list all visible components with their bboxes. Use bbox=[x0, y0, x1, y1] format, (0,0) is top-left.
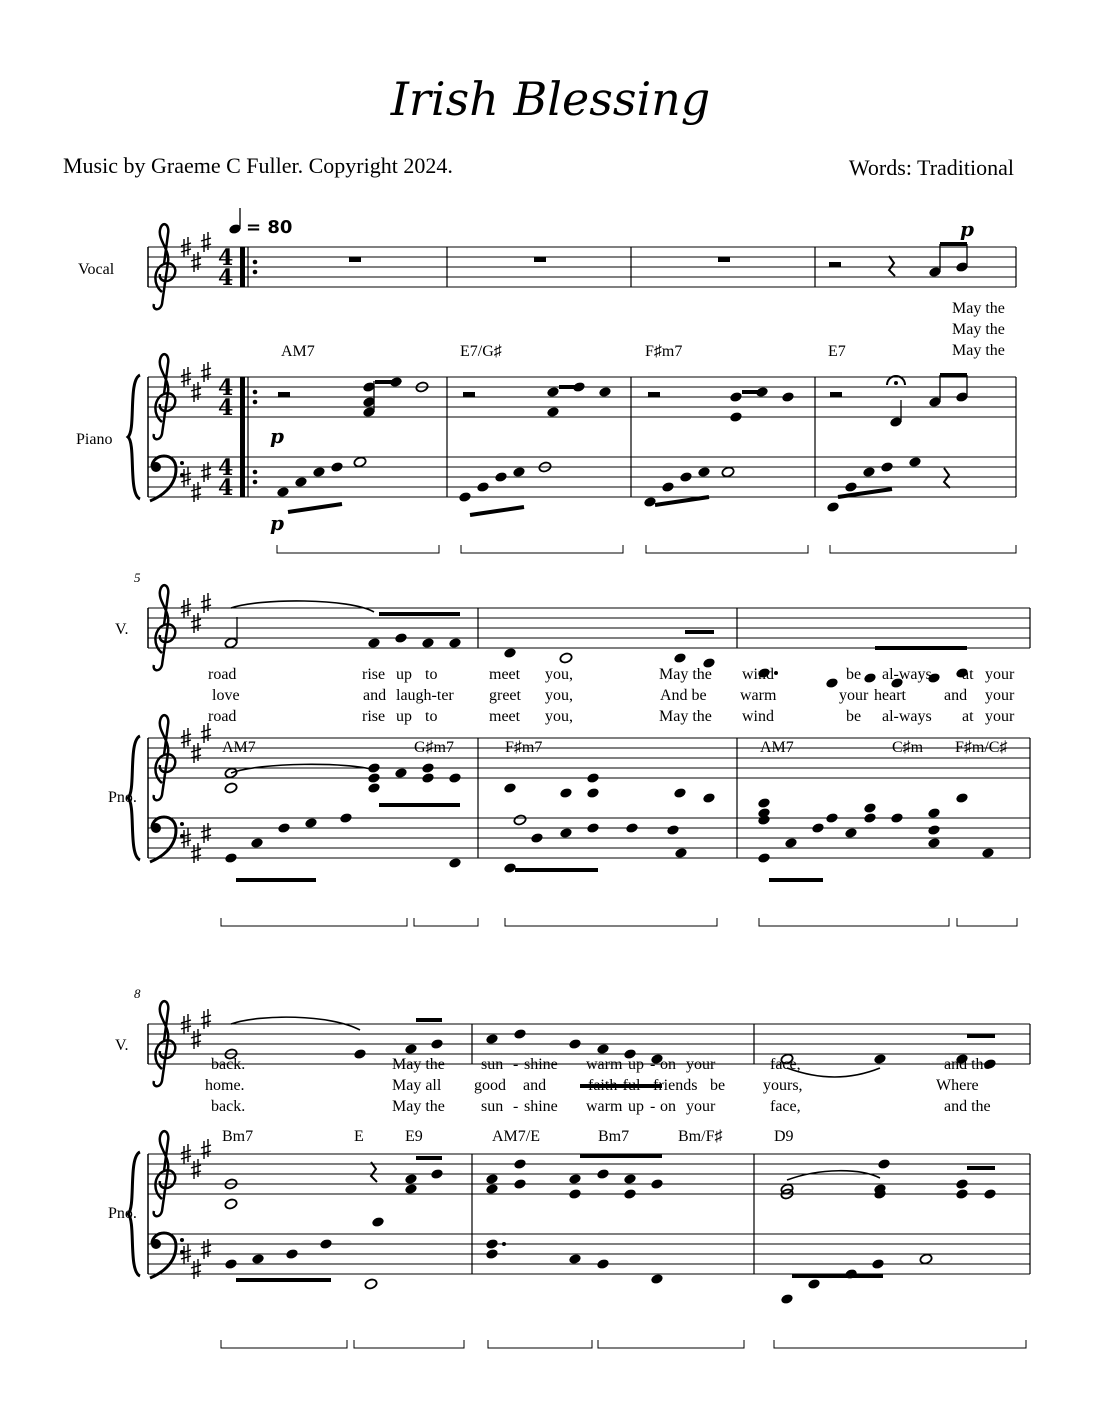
svg-text:laugh-ter: laugh-ter bbox=[396, 687, 454, 704]
barlines bbox=[447, 247, 1016, 497]
svg-text:warm: warm bbox=[586, 1056, 623, 1073]
piano-bass-notes bbox=[276, 456, 950, 515]
chord-symbol: C♯m bbox=[892, 739, 924, 756]
svg-text:to: to bbox=[425, 708, 438, 725]
svg-text:May the: May the bbox=[392, 1098, 445, 1115]
svg-text:rise: rise bbox=[362, 708, 386, 725]
vocal-label: V. bbox=[115, 1037, 129, 1054]
svg-text:road: road bbox=[208, 708, 237, 725]
composer-credit: Music by Graeme C Fuller. Copyright 2024. bbox=[63, 153, 453, 178]
dynamic-piano: p bbox=[270, 424, 284, 448]
svg-text:friends: friends bbox=[653, 1077, 698, 1094]
piano-treble-notes bbox=[224, 1154, 997, 1228]
svg-text:on: on bbox=[660, 1098, 676, 1115]
svg-text:up: up bbox=[628, 1098, 644, 1115]
svg-text:and: and bbox=[363, 687, 387, 704]
svg-text:back.: back. bbox=[211, 1056, 246, 1073]
system-3 bbox=[108, 986, 1030, 1348]
svg-text:be: be bbox=[846, 666, 862, 683]
lyrics-verse-1 bbox=[208, 666, 1015, 683]
svg-text:your: your bbox=[985, 687, 1015, 704]
svg-text:your: your bbox=[839, 687, 869, 704]
chord-symbol: F♯m7 bbox=[505, 739, 543, 756]
svg-text:4: 4 bbox=[218, 475, 234, 501]
lyricist-credit: Words: Traditional bbox=[848, 155, 1014, 180]
vocal-label: V. bbox=[115, 621, 129, 638]
svg-text:And be: And be bbox=[660, 687, 707, 704]
svg-text:your: your bbox=[985, 708, 1015, 725]
chord-symbol: F♯m/C♯ bbox=[955, 739, 1008, 756]
svg-text:and the: and the bbox=[944, 1098, 991, 1115]
svg-text:-: - bbox=[650, 1056, 656, 1073]
measure-number: 5 bbox=[134, 570, 141, 585]
svg-text:May the: May the bbox=[659, 666, 712, 683]
lyrics-verse-2 bbox=[212, 687, 1015, 704]
piano-treble-notes bbox=[278, 373, 969, 428]
measure-number: 8 bbox=[134, 986, 141, 1001]
svg-text:Where: Where bbox=[936, 1077, 979, 1094]
svg-text:you,: you, bbox=[545, 687, 573, 704]
svg-text:and: and bbox=[523, 1077, 547, 1094]
svg-text:meet: meet bbox=[489, 666, 521, 683]
svg-text:-: - bbox=[650, 1098, 656, 1115]
svg-text:-: - bbox=[513, 1056, 519, 1073]
chord-symbol: G♯m7 bbox=[414, 739, 454, 756]
tempo-mark bbox=[228, 208, 292, 238]
chord-symbol: AM7 bbox=[760, 739, 794, 756]
key-signature bbox=[181, 232, 211, 502]
piano-label: Pno. bbox=[108, 789, 137, 806]
svg-text:meet: meet bbox=[489, 708, 521, 725]
time-signature bbox=[218, 245, 233, 501]
key-signature bbox=[181, 593, 211, 863]
key-signature bbox=[181, 1009, 211, 1279]
lyrics-verse-3 bbox=[208, 708, 1015, 725]
vocal-label: Vocal bbox=[78, 261, 115, 278]
svg-text:shine: shine bbox=[524, 1098, 558, 1115]
chord-symbol: E7/G♯ bbox=[460, 343, 502, 360]
repeat-start bbox=[240, 247, 257, 497]
lyric-verse-1: May the bbox=[952, 300, 1005, 317]
svg-text:you,: you, bbox=[545, 666, 573, 683]
lyric-verse-3: May the bbox=[952, 342, 1005, 359]
chord-symbol: Bm/F♯ bbox=[678, 1128, 723, 1145]
svg-text:sun: sun bbox=[481, 1098, 504, 1115]
svg-text:May the: May the bbox=[392, 1056, 445, 1073]
chord-symbol: E9 bbox=[405, 1128, 423, 1145]
pedal-brackets bbox=[221, 1340, 1026, 1348]
svg-text:up: up bbox=[396, 666, 412, 683]
svg-text:up: up bbox=[396, 708, 412, 725]
svg-text:and: and bbox=[944, 687, 968, 704]
system-1 bbox=[76, 208, 1016, 553]
piano-treble-staff bbox=[148, 1154, 1030, 1194]
svg-text:at: at bbox=[962, 666, 974, 683]
piano-bass-notes bbox=[224, 1238, 933, 1305]
svg-text:at: at bbox=[962, 708, 974, 725]
svg-text:face,: face, bbox=[770, 1056, 801, 1073]
dynamic-piano: p bbox=[960, 217, 974, 241]
svg-text:be: be bbox=[846, 708, 862, 725]
barlines bbox=[478, 608, 1030, 858]
svg-text:yours,: yours, bbox=[763, 1077, 803, 1094]
song-title: Irish Blessing bbox=[390, 72, 711, 126]
svg-text:face,: face, bbox=[770, 1098, 801, 1115]
chord-symbol: AM7 bbox=[281, 343, 315, 360]
lyrics-verse-3 bbox=[211, 1098, 991, 1115]
pedal-brackets bbox=[277, 545, 1016, 553]
svg-text:4: 4 bbox=[218, 395, 234, 421]
svg-text:warm: warm bbox=[586, 1098, 623, 1115]
svg-text:love: love bbox=[212, 687, 240, 704]
svg-text:up: up bbox=[628, 1056, 644, 1073]
svg-text:al-ways: al-ways bbox=[882, 666, 932, 683]
svg-text:your: your bbox=[686, 1098, 716, 1115]
chord-symbol: E bbox=[354, 1128, 364, 1145]
pedal-brackets bbox=[221, 918, 1017, 926]
svg-text:4: 4 bbox=[218, 265, 234, 291]
svg-text:wind: wind bbox=[742, 708, 774, 725]
svg-text:May the: May the bbox=[659, 708, 712, 725]
svg-text:home.: home. bbox=[205, 1077, 245, 1094]
vocal-staff bbox=[148, 608, 1030, 648]
bass-clef-icon bbox=[150, 817, 184, 862]
svg-text:shine: shine bbox=[524, 1056, 558, 1073]
piano-label: Piano bbox=[76, 431, 113, 448]
chord-symbol: AM7 bbox=[222, 739, 256, 756]
bass-clef-icon bbox=[150, 456, 184, 501]
svg-text:your: your bbox=[985, 666, 1015, 683]
svg-text:you,: you, bbox=[545, 708, 573, 725]
svg-text:faith-ful: faith-ful bbox=[588, 1077, 641, 1094]
piano-label: Pno. bbox=[108, 1205, 137, 1222]
chord-symbol: AM7/E bbox=[492, 1128, 540, 1145]
system-2 bbox=[108, 570, 1030, 926]
svg-text:4: 4 bbox=[218, 455, 234, 481]
piano-brace bbox=[128, 375, 140, 499]
svg-text:be: be bbox=[710, 1077, 726, 1094]
svg-text:= 80: = 80 bbox=[246, 217, 293, 238]
svg-text:al-ways: al-ways bbox=[882, 708, 932, 725]
bass-clef-icon bbox=[150, 1233, 184, 1278]
chord-symbol: E7 bbox=[828, 343, 846, 360]
svg-text:to: to bbox=[425, 666, 438, 683]
chord-symbol: Bm7 bbox=[598, 1128, 630, 1145]
svg-text:on: on bbox=[660, 1056, 676, 1073]
lyrics-verse-2 bbox=[205, 1077, 979, 1094]
svg-text:and the: and the bbox=[944, 1056, 991, 1073]
piano-bass-notes bbox=[224, 812, 995, 882]
svg-text:rise: rise bbox=[362, 666, 386, 683]
svg-text:-: - bbox=[513, 1098, 519, 1115]
dynamic-piano: p bbox=[270, 511, 284, 535]
svg-text:good: good bbox=[474, 1077, 506, 1094]
svg-text:4: 4 bbox=[218, 375, 234, 401]
svg-text:sun: sun bbox=[481, 1056, 504, 1073]
chord-symbol: F♯m7 bbox=[645, 343, 683, 360]
lyric-verse-2: May the bbox=[952, 321, 1005, 338]
vocal-staff bbox=[148, 247, 1016, 287]
svg-text:4: 4 bbox=[218, 245, 234, 271]
svg-text:heart: heart bbox=[874, 687, 906, 704]
svg-text:wind: wind bbox=[742, 666, 774, 683]
chord-symbol: Bm7 bbox=[222, 1128, 254, 1145]
svg-text:greet: greet bbox=[489, 687, 521, 704]
svg-text:warm: warm bbox=[740, 687, 777, 704]
svg-text:May all: May all bbox=[392, 1077, 442, 1094]
chord-symbol: D9 bbox=[774, 1128, 794, 1145]
svg-text:road: road bbox=[208, 666, 237, 683]
svg-text:your: your bbox=[686, 1056, 716, 1073]
svg-text:back.: back. bbox=[211, 1098, 246, 1115]
rests bbox=[349, 256, 895, 276]
piano-bass-staff bbox=[148, 1234, 1030, 1274]
piano-bass-staff bbox=[148, 818, 1030, 858]
